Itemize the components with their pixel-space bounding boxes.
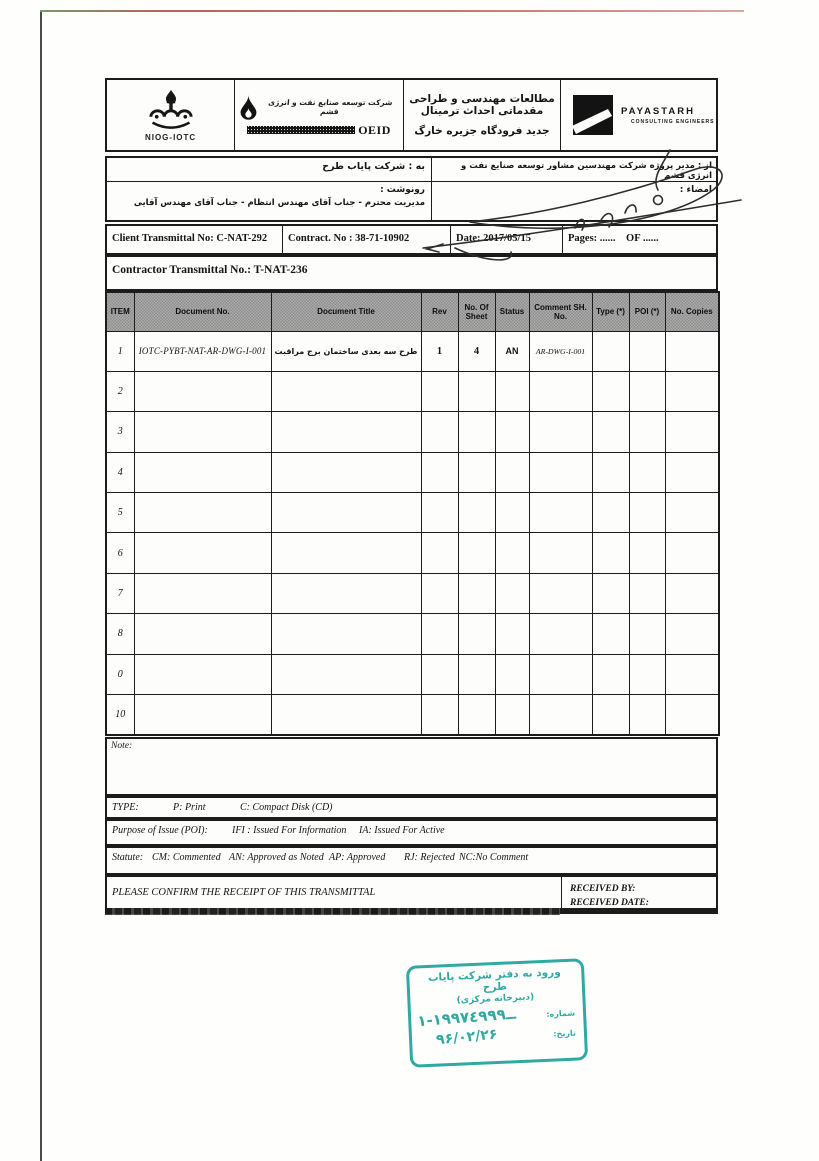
cell-rev <box>421 412 458 452</box>
cell-type <box>592 371 629 411</box>
cell-title <box>271 573 421 613</box>
cell-comment_sh <box>529 371 592 411</box>
statute-ap: AP: Approved <box>329 852 386 863</box>
cell-poi <box>629 533 665 573</box>
table-row <box>106 573 719 613</box>
copy-label: رونوشت : <box>380 185 425 195</box>
cell-status <box>495 533 529 573</box>
cell-copies <box>665 493 719 533</box>
cell-title <box>271 654 421 694</box>
statute-an: AN: Approved as Noted <box>229 852 324 863</box>
table-row <box>106 654 719 694</box>
cell-copies <box>665 614 719 654</box>
cell-sheets <box>458 533 495 573</box>
cell-copies <box>665 452 719 492</box>
cell-poi <box>629 695 665 735</box>
confirm-text: PLEASE CONFIRM THE RECEIPT OF THIS TRANSMITTAL <box>107 877 562 908</box>
cell-title <box>271 371 421 411</box>
cell-poi <box>629 412 665 452</box>
cell-type <box>592 695 629 735</box>
cell-item: 3 <box>106 412 134 452</box>
cell-status <box>495 452 529 492</box>
cell-comment_sh <box>529 654 592 694</box>
cell-rev <box>421 614 458 654</box>
cell-poi <box>629 614 665 654</box>
from-field: از : مدیر پروژه شرکت مهندسین مشاور توسعه صنایع نفت و انرژی قشم <box>460 161 712 181</box>
oeid-label: OEID <box>358 122 391 137</box>
nioc-logo-block <box>107 80 234 150</box>
col-header-no-of-sheet: No. Of Sheet <box>458 292 495 331</box>
project-title-line1: مطالعات مهندسی و طراحی مقدماتی احداث ترمینال <box>409 93 555 117</box>
cell-title: طرح سه بعدی ساختمان برج مراقبت <box>271 331 421 371</box>
cell-poi <box>629 654 665 694</box>
cell-status <box>495 573 529 613</box>
contractor-transmittal-no: Contractor Transmittal No.: T-NAT-236 <box>105 255 718 291</box>
cell-doc_no <box>134 493 271 533</box>
cell-doc_no <box>134 533 271 573</box>
cell-copies <box>665 573 719 613</box>
documents-table-header-row <box>106 292 719 331</box>
cell-comment_sh <box>529 614 592 654</box>
col-header-rev: Rev <box>421 292 458 331</box>
cell-sheets <box>458 654 495 694</box>
scan-top-edge <box>40 10 744 12</box>
type-print: P: Print <box>173 802 206 813</box>
cell-doc_no <box>134 695 271 735</box>
cell-title <box>271 493 421 533</box>
cell-copies <box>665 331 719 371</box>
stamp-subtitle: (دبیرخانه مرکزی) <box>456 992 535 1006</box>
cell-item: 7 <box>106 573 134 613</box>
cell-doc_no <box>134 371 271 411</box>
cell-status <box>495 371 529 411</box>
nioc-emblem-icon <box>145 89 197 131</box>
oeid-company-name: شرکت توسعه صنایع نفت و انرژی قشم <box>267 97 394 116</box>
cell-copies <box>665 371 719 411</box>
cell-item: 1 <box>106 331 134 371</box>
cell-comment_sh <box>529 412 592 452</box>
table-row <box>106 614 719 654</box>
cell-doc_no <box>134 614 271 654</box>
contract-no: Contract. No : 38-71-10902 <box>282 226 450 253</box>
project-title-block <box>403 80 560 150</box>
cell-type <box>592 573 629 613</box>
received-date-label: RECEIVED DATE: <box>570 898 649 909</box>
cell-title <box>271 533 421 573</box>
statute-nc: NC:No Comment <box>459 852 529 863</box>
col-header-poi: POI (*) <box>629 292 665 331</box>
cell-copies <box>665 695 719 735</box>
nioc-caption: NIOG-IOTC <box>144 132 197 142</box>
cell-type <box>592 533 629 573</box>
cell-sheets <box>458 493 495 533</box>
cell-item: 5 <box>106 493 134 533</box>
cell-rev <box>421 654 458 694</box>
statute-label: Statute: <box>112 852 144 863</box>
stamp-title: ورود به دفتر شرکت پایاب طرح <box>427 966 561 994</box>
cell-comment_sh <box>529 452 592 492</box>
cell-comment_sh <box>529 533 592 573</box>
table-row <box>106 493 719 533</box>
handwritten-signature <box>415 148 745 268</box>
cell-sheets: 4 <box>458 331 495 371</box>
table-row <box>106 412 719 452</box>
cell-sheets <box>458 614 495 654</box>
cell-comment_sh: AR-DWG-I-001 <box>529 331 592 371</box>
cell-rev <box>421 695 458 735</box>
cell-item: 10 <box>106 695 134 735</box>
statute-rj: RJ: Rejected <box>404 852 455 863</box>
cell-status <box>495 695 529 735</box>
cell-sheets <box>458 371 495 411</box>
cell-status <box>495 412 529 452</box>
cell-item: 0 <box>106 654 134 694</box>
cell-item: 6 <box>106 533 134 573</box>
cell-item: 4 <box>106 452 134 492</box>
cell-title <box>271 412 421 452</box>
documents-table-body <box>106 331 719 735</box>
cell-item: 8 <box>106 614 134 654</box>
cell-title <box>271 695 421 735</box>
cell-type <box>592 331 629 371</box>
cell-doc_no <box>134 412 271 452</box>
col-header-type: Type (*) <box>592 292 629 331</box>
documents-table <box>105 291 720 736</box>
col-header-document-no: Document No. <box>134 292 271 331</box>
statute-legend-row <box>105 846 718 875</box>
table-row <box>106 533 719 573</box>
oeid-logo-block <box>234 80 403 150</box>
cell-sheets <box>458 452 495 492</box>
cell-type <box>592 654 629 694</box>
cell-rev <box>421 533 458 573</box>
cell-status <box>495 614 529 654</box>
poi-label: Purpose of Issue (POI): <box>112 825 208 836</box>
cell-rev <box>421 371 458 411</box>
cell-copies <box>665 533 719 573</box>
type-cd: C: Compact Disk (CD) <box>240 802 333 813</box>
stamp-date-value: ۹۶/۰۲/۲۶ <box>435 1026 499 1049</box>
cell-poi <box>629 371 665 411</box>
payastarh-logo-block <box>560 80 716 150</box>
scan-left-edge <box>40 10 42 1161</box>
signature-label: امضاء : <box>679 185 712 195</box>
cell-poi <box>629 573 665 613</box>
cell-poi <box>629 452 665 492</box>
cell-copies <box>665 654 719 694</box>
cell-doc_no <box>134 654 271 694</box>
cell-sheets <box>458 412 495 452</box>
cell-doc_no <box>134 573 271 613</box>
payastarh-name: PAYASTARH <box>620 105 695 117</box>
cell-copies <box>665 412 719 452</box>
cell-sheets <box>458 695 495 735</box>
cell-rev: 1 <box>421 331 458 371</box>
table-row <box>106 452 719 492</box>
stamp-number-value: ۱-۱۹۹ــ۷٤۹۹۹ <box>416 1004 517 1031</box>
letterhead <box>105 78 718 152</box>
payastarh-subtitle: CONSULTING ENGINEERS <box>630 118 715 125</box>
cell-sheets <box>458 573 495 613</box>
cell-comment_sh <box>529 493 592 533</box>
statute-cm: CM: Commented <box>152 852 221 863</box>
cell-item: 2 <box>106 371 134 411</box>
table-row <box>106 331 719 371</box>
receipt-stamp <box>406 958 588 1068</box>
col-header-no-copies: No. Copies <box>665 292 719 331</box>
poi-ia: IA: Issued For Active <box>359 825 445 836</box>
table-row <box>106 695 719 735</box>
date-field: Date: 2017/05/15 <box>450 226 562 253</box>
poi-legend-row <box>105 819 718 846</box>
cell-type <box>592 614 629 654</box>
cell-title <box>271 614 421 654</box>
stamp-date-label: تاریخ: <box>553 1028 577 1039</box>
poi-ifi: IFI : Issued For Information <box>232 825 347 836</box>
cell-doc_no <box>134 452 271 492</box>
type-legend-row <box>105 796 718 819</box>
payastarh-logo-icon <box>573 95 613 135</box>
col-header-comment-sh-no: Comment SH. No. <box>529 292 592 331</box>
received-by-label: RECEIVED BY: <box>570 884 636 894</box>
cell-type <box>592 452 629 492</box>
stamp-number-label: شماره: <box>546 1008 576 1019</box>
cell-rev <box>421 493 458 533</box>
col-header-item: ITEM <box>106 292 134 331</box>
cell-status <box>495 654 529 694</box>
oeid-drop-icon <box>239 93 258 121</box>
cell-poi <box>629 493 665 533</box>
to-field: به : شرکت پایاب طرح <box>107 158 432 181</box>
note-label: Note: <box>111 741 133 751</box>
cell-comment_sh <box>529 573 592 613</box>
col-header-document-title: Document Title <box>271 292 421 331</box>
cell-title <box>271 452 421 492</box>
scan-smudge <box>105 908 560 915</box>
table-row <box>106 371 719 411</box>
note-box <box>105 737 718 796</box>
cell-poi <box>629 331 665 371</box>
pages-field: Pages: ...... OF ...... <box>562 226 716 253</box>
cell-comment_sh <box>529 695 592 735</box>
cell-status: AN <box>495 331 529 371</box>
cell-doc_no: IOTC-PYBT-NAT-AR-DWG-I-001 <box>134 331 271 371</box>
cell-type <box>592 412 629 452</box>
cell-rev <box>421 573 458 613</box>
col-header-status: Status <box>495 292 529 331</box>
oeid-banner-bar <box>247 126 355 134</box>
copy-recipients: مدیریت محترم - جناب آقای مهندس انتظام - جناب آقای مهندس آقایی <box>133 198 425 208</box>
client-transmittal-no: Client Transmittal No: C-NAT-292 <box>112 233 268 244</box>
cell-status <box>495 493 529 533</box>
type-label: TYPE: <box>112 802 139 813</box>
project-title-line2: جدید فرودگاه جزیره خارگ <box>414 125 550 137</box>
cell-type <box>592 493 629 533</box>
cell-rev <box>421 452 458 492</box>
